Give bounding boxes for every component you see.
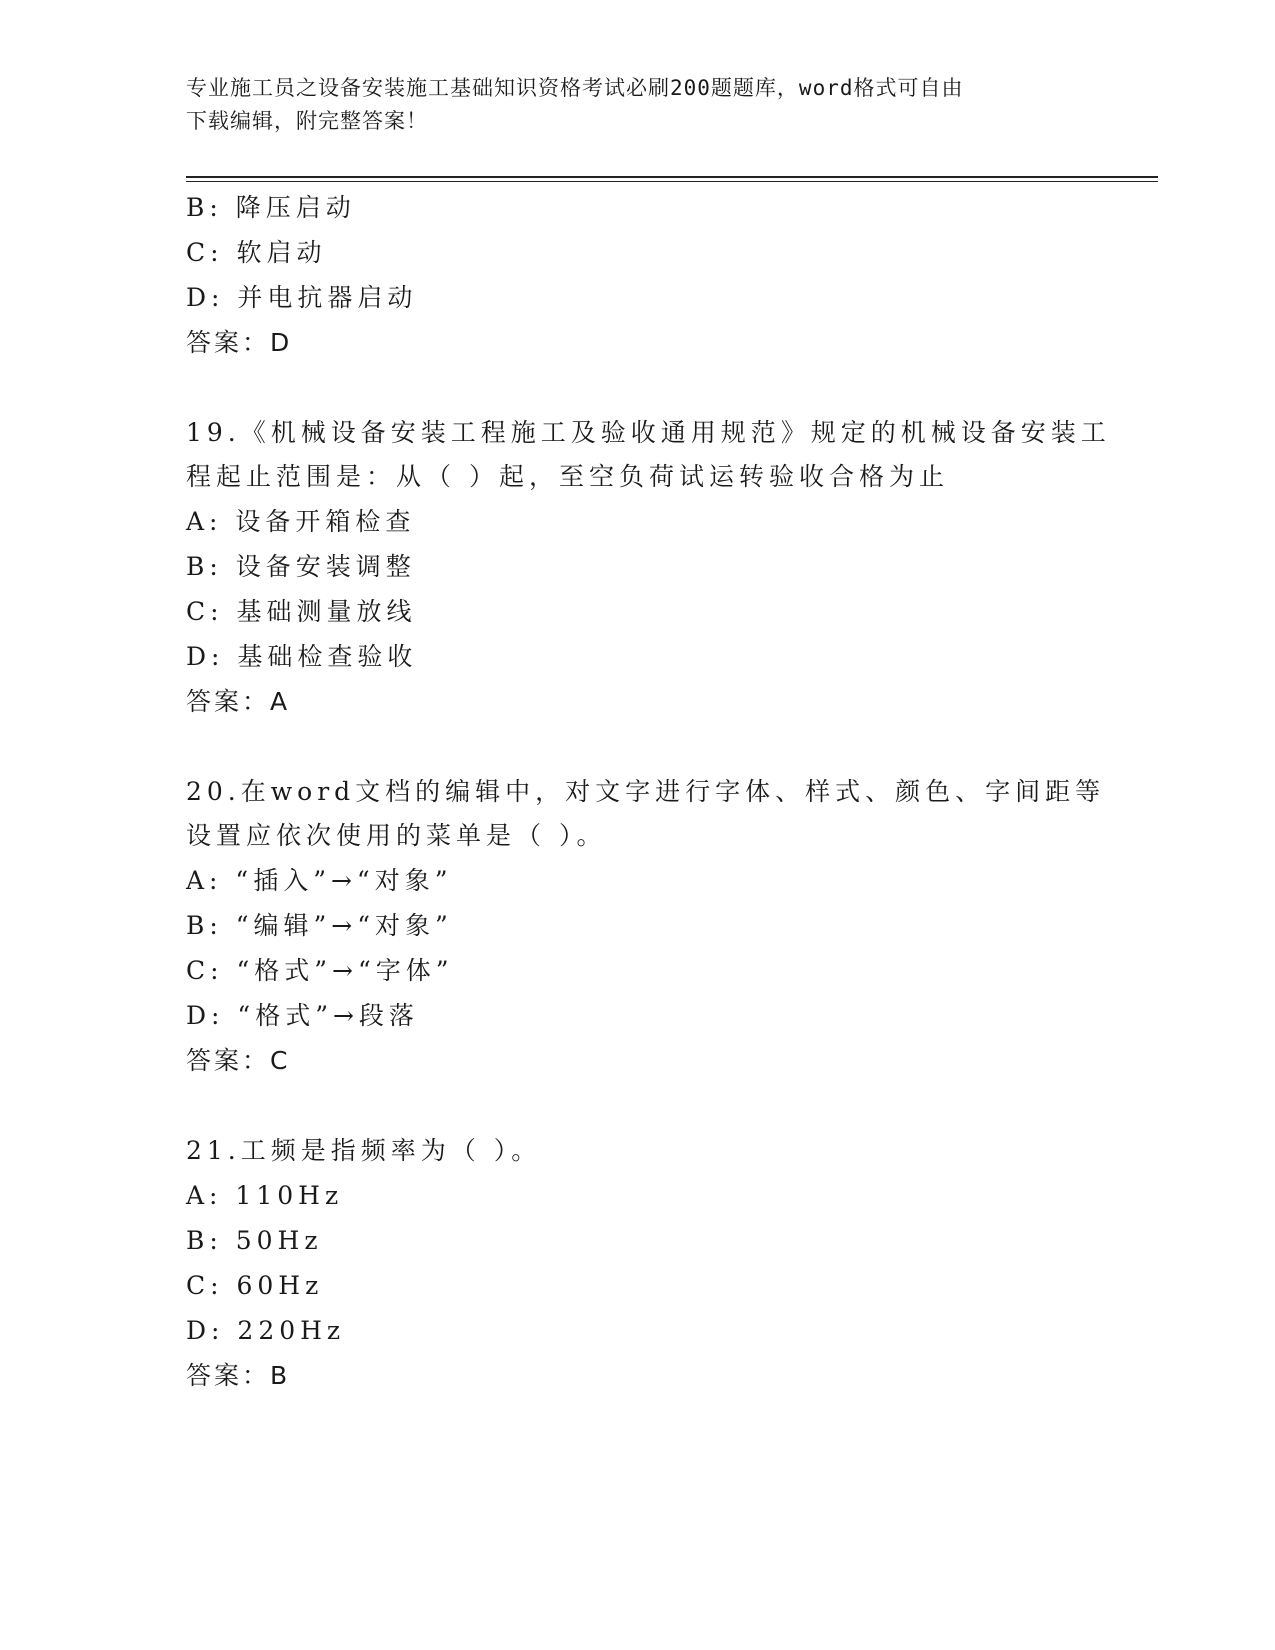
header-rule-thick: [186, 176, 1158, 178]
q18-option-d: D: 并电抗器启动: [186, 283, 418, 312]
q21-option-d: D: 220Hz: [186, 1316, 346, 1345]
q20-question-line-1: 20.在word文档的编辑中，对文字进行字体、样式、颜色、字间距等: [186, 777, 1106, 806]
q19-question-line-1: 19.《机械设备安装工程施工及验收通用规范》规定的机械设备安装工: [186, 418, 1111, 447]
header-line-2: 下载编辑，附完整答案！: [186, 109, 428, 133]
q21-option-c: C: 60Hz: [186, 1271, 324, 1300]
q19-question-line-2: 程起止范围是：从（ ）起，至空负荷试运转验收合格为止: [186, 462, 949, 491]
q18-answer: 答案：D: [186, 328, 293, 357]
q21-option-a: A: 110Hz: [186, 1181, 344, 1210]
q21-answer: 答案：B: [186, 1361, 291, 1390]
header-rule-thin: [186, 181, 1158, 182]
q19-option-d: D: 基础检查验收: [186, 642, 418, 671]
q19-answer: 答案：A: [186, 687, 291, 716]
q19-option-c: C: 基础测量放线: [186, 597, 417, 626]
q20-option-d: D: “格式”→段落: [186, 1001, 419, 1030]
q20-option-b: B: “编辑”→“对象”: [186, 911, 453, 940]
q19-option-b: B: 设备安装调整: [186, 552, 416, 581]
q19-option-a: A: 设备开箱检查: [186, 507, 416, 536]
q20-question-line-2: 设置应依次使用的菜单是（ ）。: [186, 821, 607, 850]
q20-answer: 答案：C: [186, 1046, 291, 1075]
q18-option-b: B: 降压启动: [186, 193, 356, 222]
q21-question-line-1: 21.工频是指频率为（ ）。: [186, 1136, 542, 1165]
q18-option-c: C: 软启动: [186, 238, 327, 267]
q20-option-c: C: “格式”→“字体”: [186, 956, 454, 985]
document-header: [186, 72, 1086, 138]
q21-option-b: B: 50Hz: [186, 1226, 323, 1255]
header-line-1: 专业施工员之设备安装施工基础知识资格考试必刷200题题库，word格式可自由: [186, 76, 964, 100]
q20-option-a: A: “插入”→“对象”: [186, 866, 453, 895]
